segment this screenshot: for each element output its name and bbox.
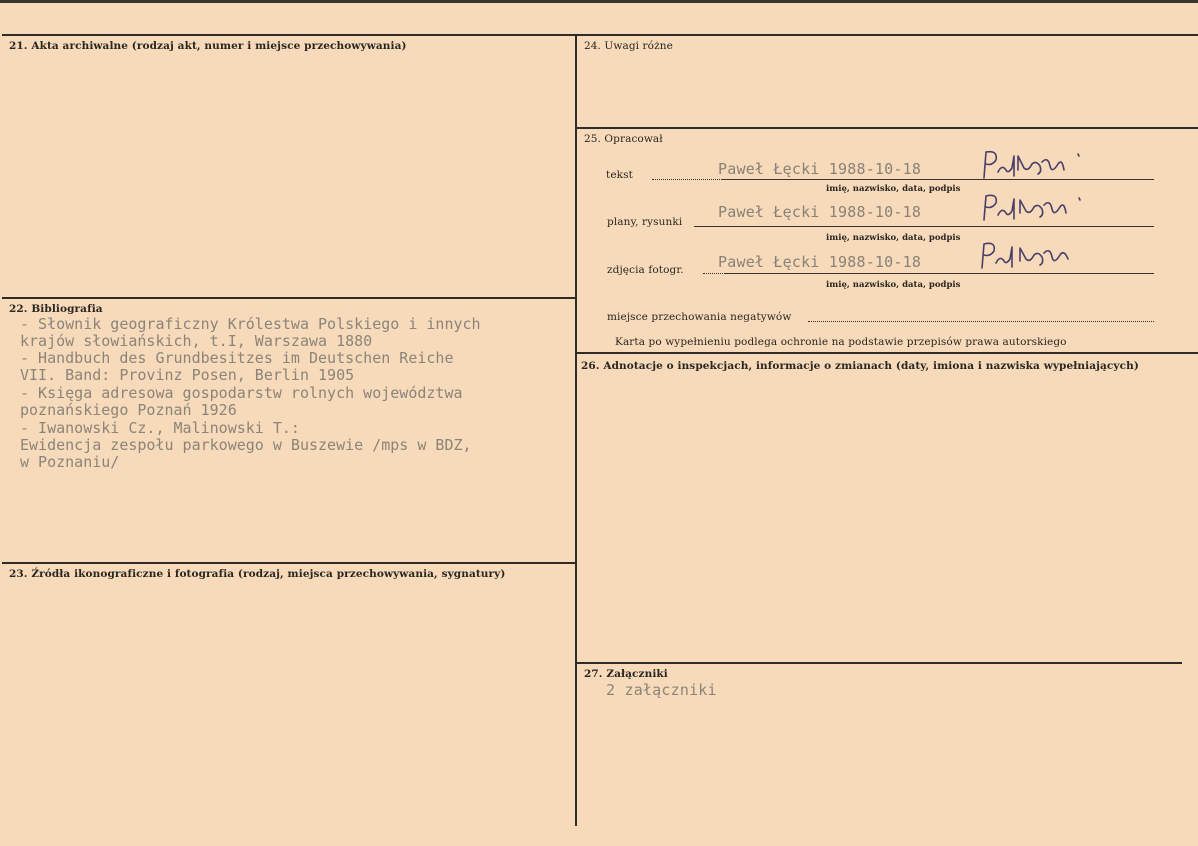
divider-25-26 (576, 352, 1198, 354)
underline-plany (694, 226, 1154, 227)
negatives-label: miejsce przechowania negatywów (607, 311, 792, 323)
underline-tekst (722, 179, 1154, 180)
section-27-label: 27. Załączniki (584, 668, 668, 680)
bibliography-line: w Poznaniu/ (20, 453, 120, 471)
bibliography-line: poznańskiego Poznań 1926 (20, 401, 237, 419)
divider-21-22 (2, 297, 576, 299)
dotted-line-negatives (808, 321, 1154, 322)
signature-plany (978, 190, 1088, 226)
section-21-label: 21. Akta archiwalne (rodzaj akt, numer i miejsce przechowywania) (9, 40, 407, 52)
caption-tekst: imię, nazwisko, data, podpis (826, 184, 961, 194)
bibliography-line: - Iwanowski Cz., Malinowski T.: (20, 419, 300, 437)
caption-zdjecia: imię, nazwisko, data, podpis (826, 280, 961, 290)
copyright-note: Karta po wypełnieniu podlega ochronie na podstawie przepisów prawa autorskiego (615, 336, 1067, 348)
attachments-value: 2 załączniki (606, 681, 717, 699)
section-22-label: 22. Bibliografia (9, 303, 103, 315)
caption-plany: imię, nazwisko, data, podpis (826, 233, 961, 243)
section-24-label: 24. Uwagi różne (584, 40, 673, 52)
typed-author-plany: Paweł Łęcki 1988-10-18 (718, 203, 922, 221)
bibliography-line: - Słownik geograficzny Królestwa Polskiego i innych (20, 315, 481, 333)
center-divider (575, 34, 577, 826)
card-top-edge (0, 0, 1198, 3)
divider-26-27 (576, 662, 1182, 664)
divider-24-25 (576, 127, 1198, 129)
bibliography-line: VII. Band: Provinz Posen, Berlin 1905 (20, 366, 355, 384)
typed-author-tekst: Paweł Łęcki 1988-10-18 (718, 160, 922, 178)
field-label-plany: plany, rysunki (607, 216, 683, 228)
dotted-line-tekst (652, 179, 722, 180)
section-23-label: 23. Źródła ikonograficzne i fotografia (rodzaj, miejsca przechowywania, sygnatury) (9, 568, 506, 580)
section-26-label: 26. Adnotacje o inspekcjach, informacje o zmianach (daty, imiona i nazwiska wypełniających) (581, 360, 1139, 372)
bibliography-line: - Handbuch des Grundbesitzes im Deutschen Reiche (20, 349, 454, 367)
typed-author-zdjecia: Paweł Łęcki 1988-10-18 (718, 253, 922, 271)
bibliography-line: - Księga adresowa gospodarstw rolnych województwa (20, 384, 463, 402)
bibliography-line: krajów słowiańskich, t.I, Warszawa 1880 (20, 332, 373, 350)
field-label-tekst: tekst (606, 169, 633, 181)
bibliography-line: Ewidencja zespołu parkowego w Buszewie /mps w BDZ, (20, 436, 472, 454)
section-25-label: 25. Opracował (584, 133, 663, 145)
divider-22-23 (2, 562, 576, 564)
signature-zdjecia (976, 238, 1086, 274)
underline-zdjecia (725, 273, 1154, 274)
top-border (2, 34, 1198, 36)
field-label-zdjecia: zdjęcia fotogr. (607, 264, 684, 276)
signature-tekst (978, 148, 1088, 184)
dotted-line-zdjecia (703, 273, 725, 274)
